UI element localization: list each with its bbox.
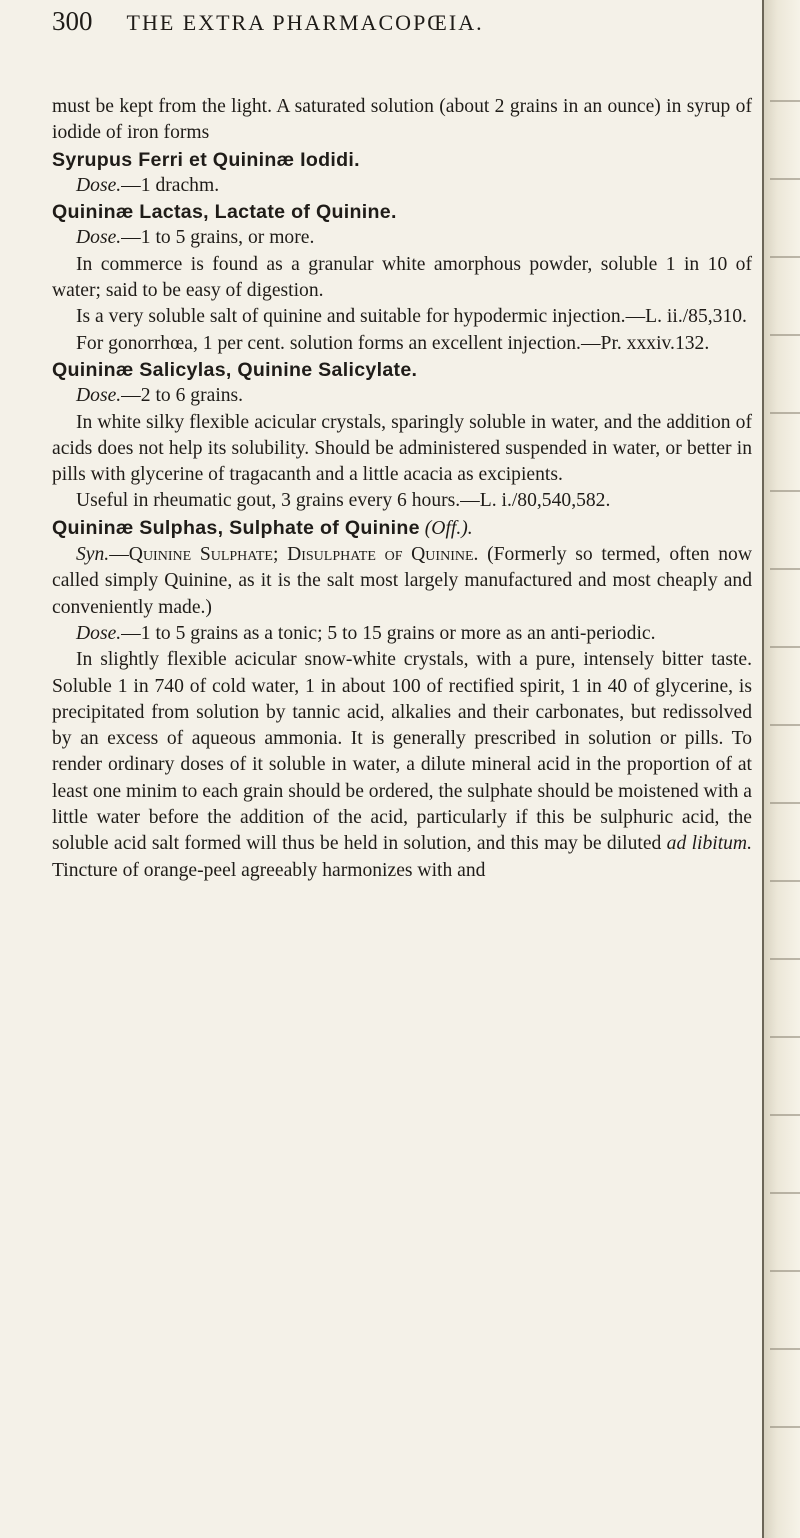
- paragraph-sulphas-1: [52, 647, 752, 884]
- synonym-dash: —: [109, 544, 129, 566]
- entry-heading-salicylas: Quininæ Salicylas, Quinine Salicylate.: [52, 358, 418, 381]
- paragraph-lactas-2: Is a very soluble salt of quinine and suitable for hypodermic injection.—L. ii./85,310.: [76, 306, 747, 328]
- intro-paragraph: must be kept from the light. A saturated solution (about 2 grains in an ounce) in syrup of iodide of iron forms: [52, 96, 752, 144]
- paragraph-text-continued: Tincture of orange-peel agreeably harmonizes with and: [52, 859, 486, 881]
- dose-text: —1 drachm.: [121, 174, 220, 196]
- paragraph-lactas-1: In commerce is found as a granular white amorphous powder, soluble 1 in 10 of water; said to be easy of digestion.: [52, 253, 752, 302]
- dose-text: —1 to 5 grains as a tonic; 5 to 15 grains or more as an anti-periodic.: [121, 622, 656, 644]
- running-title: THE EXTRA PHARMACOPŒIA.: [126, 10, 484, 35]
- dose-label: Dose.: [76, 385, 122, 407]
- facing-page-edge: [762, 0, 800, 1538]
- paragraph-text: In slightly flexible acicular snow-white crystals, with a pure, intensely bitter taste. Soluble 1 in 740 of cold water, 1 in about 100 of rectified spirit, 1 in 40 of glycerine, is precipitated from solution by tannic acid, alkalies and their carbonates, but redissolved by an excess of aqueous ammonia. It is generally prescribed in solution or pills. To render ordinary doses of it soluble in water, a dilute mineral acid in the proportion of at least one minim to each grain should be ordered, the sulphate should be moistened with a little water before the addition of the acid, particularly if this be sulphuric acid, the soluble acid salt formed will thus be held in solution, and this may be diluted: [52, 649, 752, 855]
- synonym-label: Syn.: [76, 544, 110, 566]
- entry-heading-text: Quininæ Sulphas, Sulphate of Quinine: [52, 516, 420, 539]
- paragraph-lactas-3: For gonorrhœa, 1 per cent. solution forms an excellent injection.—Pr. xxxiv.132.: [76, 332, 710, 354]
- official-mark: (Off.).: [424, 517, 473, 539]
- dose-label: Dose.: [76, 622, 122, 644]
- synonym-names: Quinine Sulphate; Disulphate of Quinine.: [128, 544, 479, 566]
- dose-text: —2 to 6 grains.: [121, 385, 244, 407]
- text-column: [52, 94, 752, 884]
- page-number: 300: [52, 6, 93, 36]
- paragraph-salicylas-1: In white silky flexible acicular crystals, sparingly soluble in water, and the addition of acids does not help its solubility. Should be administered suspended in water, or better in pills with glycerine of tragacanth and a little acacia as excipients.: [52, 411, 752, 486]
- dose-line-sulphas: [52, 621, 752, 647]
- entry-heading-syrupus: Syrupus Ferri et Quininæ Iodidi.: [52, 148, 360, 171]
- synonym-paragraph: [52, 542, 752, 621]
- dose-label: Dose.: [76, 227, 122, 249]
- entry-heading-lactas: Quininæ Lactas, Lactate of Quinine.: [52, 201, 397, 224]
- paragraph-salicylas-2: Useful in rheumatic gout, 3 grains every 6 hours.—L. i./80,540,582.: [76, 490, 611, 512]
- dose-label: Dose.: [76, 174, 122, 196]
- page-header: [52, 6, 752, 50]
- dose-line-salicylas: [52, 383, 752, 409]
- synonym-note: (Formerly so termed, often now called simply Quinine, as it is the salt most largely manufactured and most cheaply and conveniently made.): [52, 544, 752, 618]
- latin-phrase: ad libitum.: [666, 833, 752, 855]
- dose-line-syrupus: [52, 173, 752, 199]
- dose-text: —1 to 5 grains, or more.: [121, 227, 315, 249]
- dose-line-lactas: [52, 225, 752, 251]
- entry-heading-sulphas: [52, 515, 752, 542]
